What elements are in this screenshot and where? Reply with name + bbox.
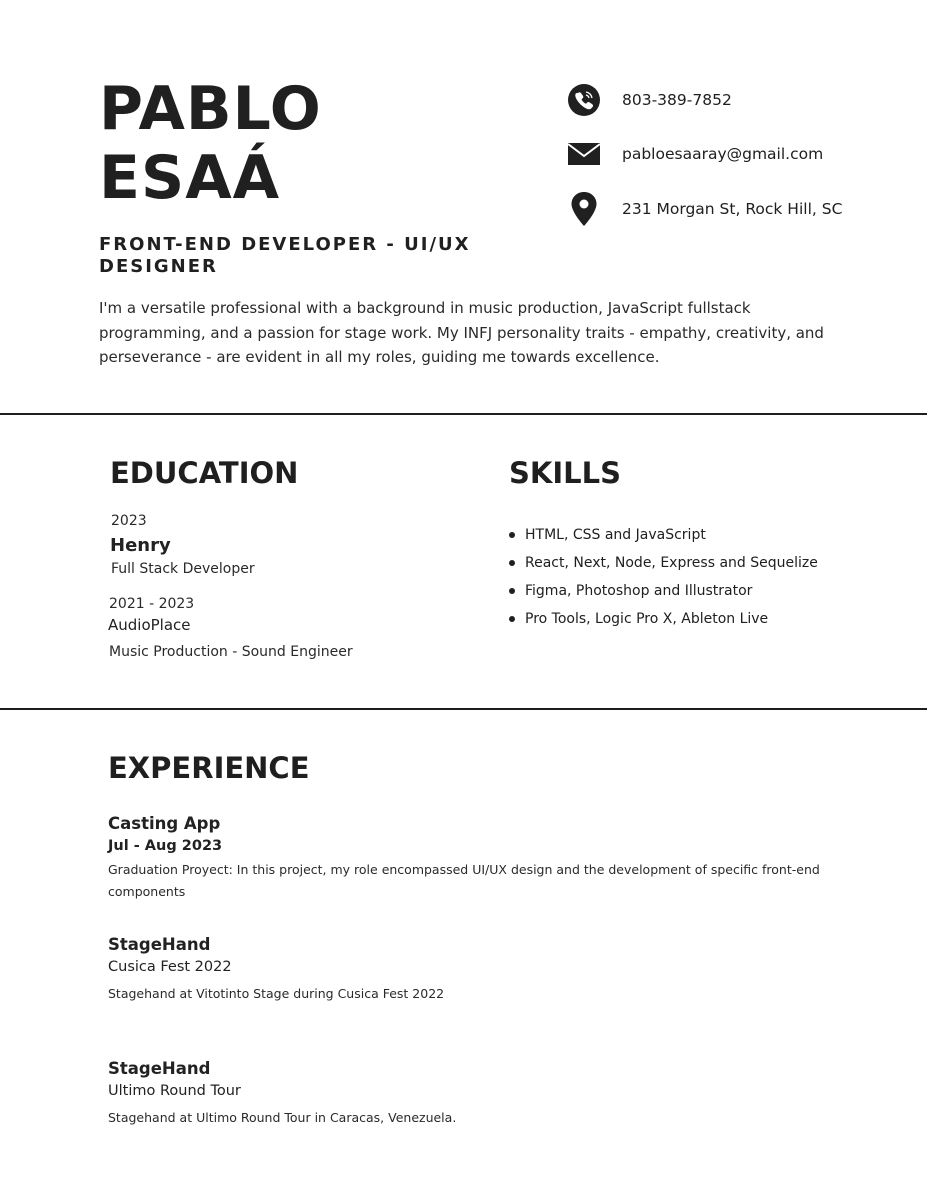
first-name: PABLO bbox=[99, 74, 322, 144]
profile-summary: I'm a versatile professional with a background in music production, JavaScript fullstack programming, and a passion for stage work. My INFJ personality traits - empathy, creativity, and perseverance - are evident in all my roles, guiding me towards excellence. bbox=[99, 299, 824, 366]
list-item: HTML, CSS and JavaScript bbox=[509, 524, 818, 552]
experience-description: Stagehand at Ultimo Round Tour in Caracas, Venezuela. bbox=[108, 1110, 457, 1125]
experience-description: Graduation Proyect: In this project, my role encompassed UI/UX design and the development of specific front-end components bbox=[108, 862, 820, 899]
contact-email bbox=[566, 136, 824, 172]
location-pin-icon bbox=[566, 191, 602, 227]
education-school: Henry bbox=[110, 535, 171, 556]
section-divider bbox=[0, 708, 927, 710]
experience-title-item: Casting App bbox=[108, 814, 221, 833]
last-name: ESAÁ bbox=[99, 143, 281, 213]
list-item: Pro Tools, Logic Pro X, Ableton Live bbox=[509, 608, 818, 636]
experience-title: EXPERIENCE bbox=[108, 751, 310, 785]
education-school: AudioPlace bbox=[108, 616, 191, 634]
address-text: 231 Morgan St, Rock Hill, SC bbox=[622, 200, 843, 218]
experience-description: Stagehand at Vitotinto Stage during Cusica Fest 2022 bbox=[108, 986, 445, 1001]
education-period: 2021 - 2023 bbox=[109, 596, 195, 612]
education-degree: Music Production - Sound Engineer bbox=[109, 644, 353, 660]
job-role: FRONT-END DEVELOPER - UI/UX DESIGNER bbox=[99, 234, 471, 277]
education-period: 2023 bbox=[111, 513, 147, 529]
list-item: React, Next, Node, Express and Sequelize bbox=[509, 552, 818, 580]
contact-address bbox=[566, 191, 843, 227]
section-divider bbox=[0, 413, 927, 415]
experience-period: Ultimo Round Tour bbox=[108, 1083, 241, 1099]
experience-period: Jul - Aug 2023 bbox=[108, 838, 223, 854]
contact-phone bbox=[566, 82, 732, 118]
education-title: EDUCATION bbox=[110, 456, 299, 490]
email-icon bbox=[566, 136, 602, 172]
skills-title: SKILLS bbox=[509, 456, 621, 490]
education-degree: Full Stack Developer bbox=[111, 561, 255, 577]
skills-list bbox=[509, 524, 818, 636]
experience-period: Cusica Fest 2022 bbox=[108, 959, 232, 975]
experience-title-item: StageHand bbox=[108, 1059, 211, 1078]
email-address[interactable]: pabloesaaray@gmail.com bbox=[622, 145, 824, 163]
list-item: Figma, Photoshop and Illustrator bbox=[509, 580, 818, 608]
phone-number[interactable]: 803-389-7852 bbox=[622, 91, 732, 109]
phone-icon bbox=[566, 82, 602, 118]
experience-title-item: StageHand bbox=[108, 935, 211, 954]
